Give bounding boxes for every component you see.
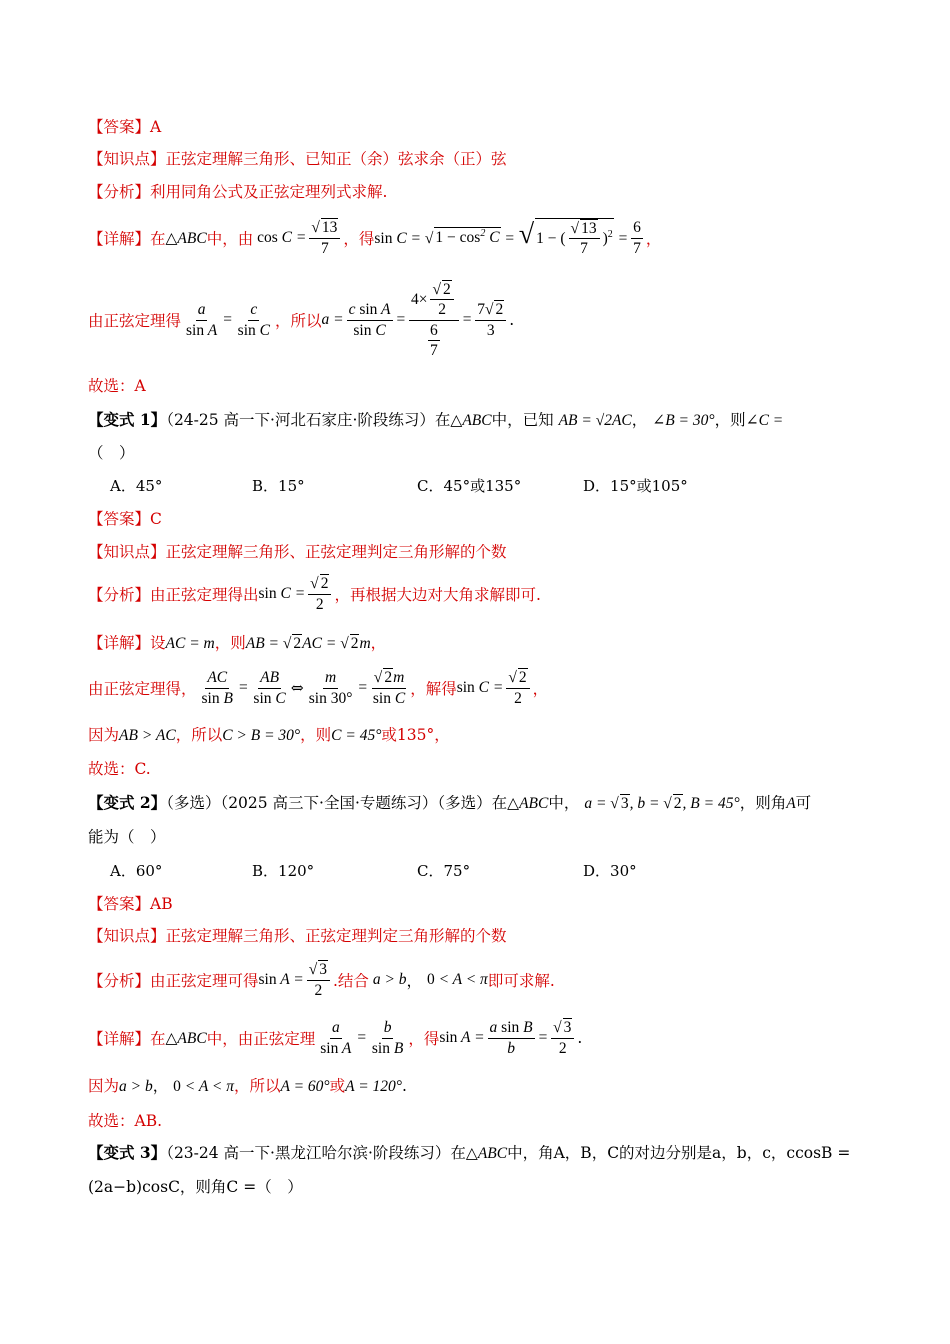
- detail-1: 【详解】在 △ABC 中，由 cos C = $\frac{√ 13}{7}$ ，得 sin C = √ $1 - \cos^2 C$ = √ 1 − ( $\frac{√ 13}{7}$ )$^2$ = $\frac{6}{7}$ ，: [88, 218, 662, 257]
- variant-3-line2: (2a−b)cosC，则角C =（ ）: [88, 1178, 303, 1196]
- option-c[interactable]: C．75°: [417, 862, 471, 880]
- variant-2-options: [110, 860, 810, 880]
- option-b[interactable]: B．15°: [252, 477, 305, 495]
- conclusion-2: 故选：C.: [88, 760, 151, 778]
- detail-2: 【详解】设AC = m，则AB = √ 2AC = √ 2m，: [88, 634, 387, 652]
- knowledge-point-3: 【知识点】正弦定理解三角形、正弦定理判定三角形解的个数: [88, 927, 507, 945]
- variant-1-question: 【变式 1】（24-25 高一下·河北石家庄·阶段练习）在△ABC中，已知 AB = √2AC， ∠B = 30°，则∠C =: [88, 410, 784, 429]
- analysis-3: 【分析】由正弦定理可得 sin A = $\frac{√ 3}{2}$ .结合 a > b ， 0 < A < π 即可求解.: [88, 961, 555, 999]
- variant-2-line2: 能为（ ）: [88, 828, 166, 846]
- variant-2-question: 【变式 2】（多选）（2025 高三下·全国·专题练习）（多选）在△ABC中， a = √ 3, b = √ 2, B = 45°，则角A可: [88, 793, 812, 812]
- analysis-1: 【分析】利用同角公式及正弦定理列式求解.: [88, 183, 388, 201]
- variant-1-options: [110, 475, 810, 495]
- conclusion-1: 故选：A: [88, 377, 146, 395]
- detail-1-line2: 由正弦定理得 $\frac{a}{\text{sin A}}$ = $\frac{c}{\text{sin C}}$ ，所以 a = $\frac{\text{c sin A}}{\text{sin C}}$ = 4× $\frac{√ 2}{2}$ $\frac{6}{7}$ = $\frac{7√ 2}{3}$ .: [88, 280, 515, 359]
- answer-1: 【答案】A: [88, 118, 162, 136]
- detail-2-line3: 因为AB > AC，所以C > B = 30°，则C = 45°或135°，: [88, 726, 450, 744]
- detail-3: 【详解】在 △ABC 中，由正弦定理 $\frac{a}{\text{sin A}}$ = $\frac{b}{\text{sin B}}$ ，得 sin A = $\frac{\text{a sin B}}{b}$ = $\frac{√ 3}{2}$ .: [88, 1019, 583, 1057]
- conclusion-3: 故选：AB.: [88, 1112, 163, 1130]
- answer-3: 【答案】AB: [88, 895, 173, 913]
- option-c[interactable]: C．45°或135°: [417, 477, 522, 495]
- option-a[interactable]: A．45°: [110, 477, 163, 495]
- option-d[interactable]: D．15°或105°: [583, 477, 688, 495]
- option-a[interactable]: A．60°: [110, 862, 163, 880]
- knowledge-point-2: 【知识点】正弦定理解三角形、正弦定理判定三角形解的个数: [88, 543, 507, 561]
- analysis-2: 【分析】由正弦定理得出 sin C = $\frac{√ 2}{2}$ ，再根据大边对大角求解即可.: [88, 575, 541, 613]
- option-b[interactable]: B．120°: [252, 862, 315, 880]
- detail-3-line2: 因为a > b， 0 < A < π，所以A = 60°或A = 120°.: [88, 1077, 407, 1095]
- variant-1-paren: （ ）: [88, 444, 135, 462]
- detail-2-line2: 由正弦定理得， $\frac{AC}{\text{sin B}}$ = $\frac{AB}{\text{sin C}}$ ⇔ $\frac{m}{\sin 30^\circ}$ = $\frac{√ 2m}{\text{sin C}}$ ，解得 sin C = $\frac{√ 2}{2}$ ，: [88, 669, 549, 707]
- answer-2: 【答案】C: [88, 510, 162, 528]
- knowledge-point-1: 【知识点】正弦定理解三角形、已知正（余）弦求余（正）弦: [88, 150, 507, 168]
- option-d[interactable]: D．30°: [583, 862, 637, 880]
- variant-3-question: 【变式 3】（23-24 高一下·黑龙江哈尔滨·阶段练习）在△ABC中，角A，B，C的对边分别是a，b，c，ccosB =: [88, 1143, 851, 1162]
